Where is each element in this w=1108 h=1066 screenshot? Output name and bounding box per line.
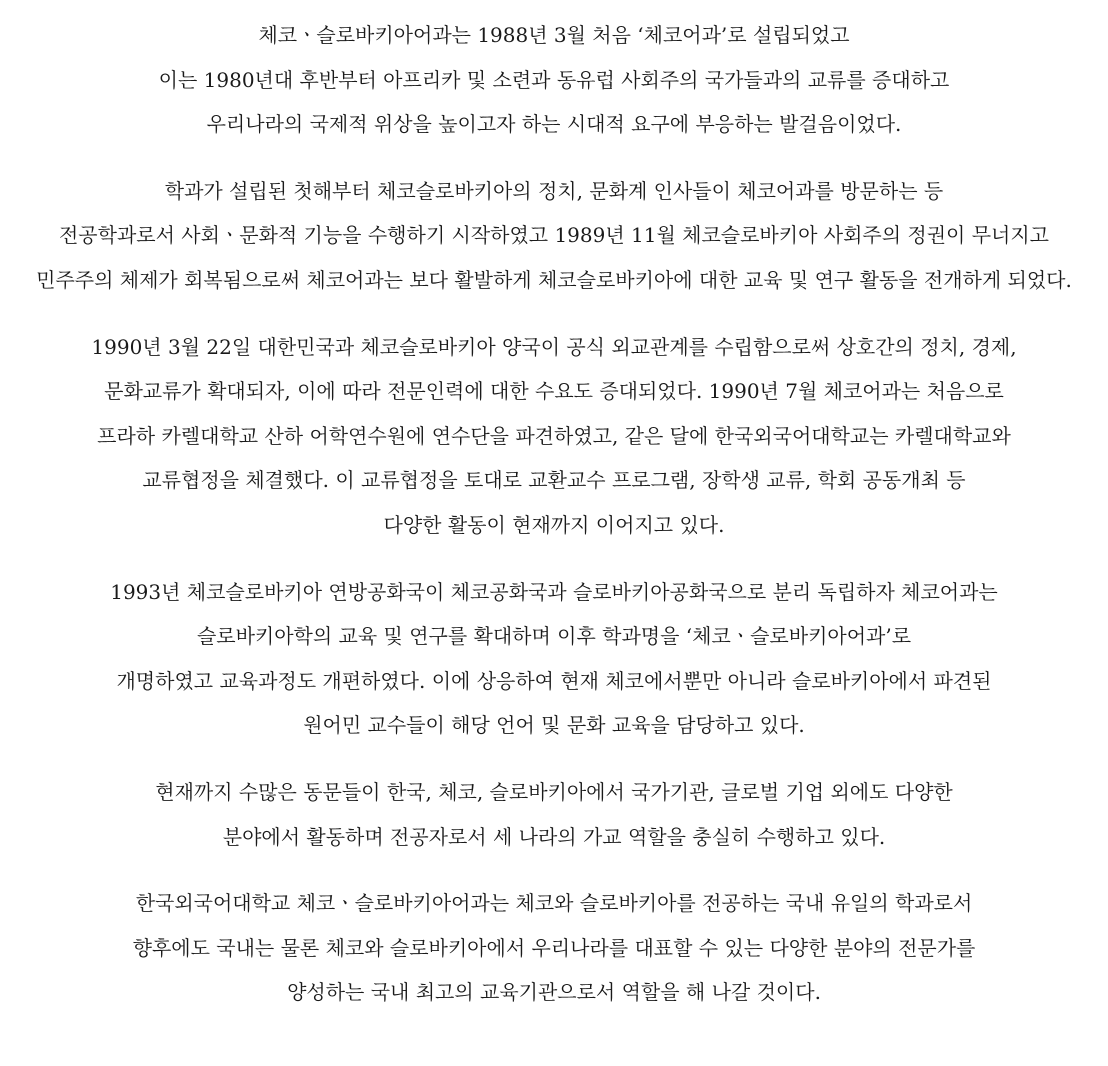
text-line: 1990년 3월 22일 대한민국과 체코슬로바키아 양국이 공식 외교관계를 수립함으로써 상호간의 정치, 경제, <box>91 334 1017 359</box>
text-line: 1993년 체코슬로바키아 연방공화국이 체코공화국과 슬로바키아공화국으로 분리 독립하자 체코어과는 <box>110 579 998 604</box>
text-line: 원어민 교수들이 해당 언어 및 문화 교육을 담당하고 있다. <box>303 713 805 738</box>
text-line: 슬로바키아학의 교육 및 연구를 확대하며 이후 학과명을 ‘체코ㆍ슬로바키아어과’로 <box>196 624 912 649</box>
text-line: 개명하였고 교육과정도 개편하였다. 이에 상응하여 현재 체코에서뿐만 아니라 슬로바키아에서 파견된 <box>116 668 992 693</box>
text-line: 이는 1980년대 후반부터 아프리카 및 소련과 동유럽 사회주의 국가들과의 교류를 증대하고 <box>158 67 950 92</box>
text-line: 우리나라의 국제적 위상을 높이고자 하는 시대적 요구에 부응하는 발걸음이었다. <box>206 112 902 137</box>
text-line: 한국외국어대학교 체코ㆍ슬로바키아어과는 체코와 슬로바키아를 전공하는 국내 유일의 학과로서 <box>135 891 973 916</box>
text-line: 다양한 활동이 현재까지 이어지고 있다. <box>383 512 725 537</box>
paragraph-diplomatic-relations <box>0 325 1108 548</box>
text-line: 교류협정을 체결했다. 이 교류협정을 토대로 교환교수 프로그램, 장학생 교류, 학회 공동개최 등 <box>142 468 966 493</box>
text-line: 향후에도 국내는 물론 체코와 슬로바키아에서 우리나라를 대표할 수 있는 다양한 분야의 전문가를 <box>132 935 976 960</box>
text-line: 분야에서 활동하며 전공자로서 세 나라의 가교 역할을 충실히 수행하고 있다. <box>222 824 886 849</box>
text-line: 민주주의 체제가 회복됨으로써 체코어과는 보다 활발하게 체코슬로바키아에 대한 교육 및 연구 활동을 전개하게 되었다. <box>36 267 1072 292</box>
text-line: 현재까지 수많은 동문들이 한국, 체코, 슬로바키아에서 국가기관, 글로벌 기업 외에도 다양한 <box>155 779 953 804</box>
paragraph-future <box>0 881 1108 1015</box>
text-line: 프라하 카렐대학교 산하 어학연수원에 연수단을 파견하였고, 같은 달에 한국외국어대학교는 카렐대학교와 <box>97 423 1011 448</box>
paragraph-separation <box>0 570 1108 748</box>
paragraph-founding <box>0 13 1108 147</box>
paragraph-alumni <box>0 770 1108 859</box>
paragraph-early-activities <box>0 169 1108 303</box>
text-line: 학과가 설립된 첫해부터 체코슬로바키아의 정치, 문화계 인사들이 체코어과를 방문하는 등 <box>164 178 944 203</box>
text-line: 체코ㆍ슬로바키아어과는 1988년 3월 처음 ‘체코어과’로 설립되었고 <box>258 23 850 47</box>
text-line: 전공학과로서 사회ㆍ문화적 기능을 수행하기 시작하였고 1989년 11월 체코슬로바키아 사회주의 정권이 무너지고 <box>58 223 1049 248</box>
text-line: 문화교류가 확대되자, 이에 따라 전문인력에 대한 수요도 증대되었다. 1990년 7월 체코어과는 처음으로 <box>104 379 1004 404</box>
text-line: 양성하는 국내 최고의 교육기관으로서 역할을 해 나갈 것이다. <box>287 980 821 1005</box>
